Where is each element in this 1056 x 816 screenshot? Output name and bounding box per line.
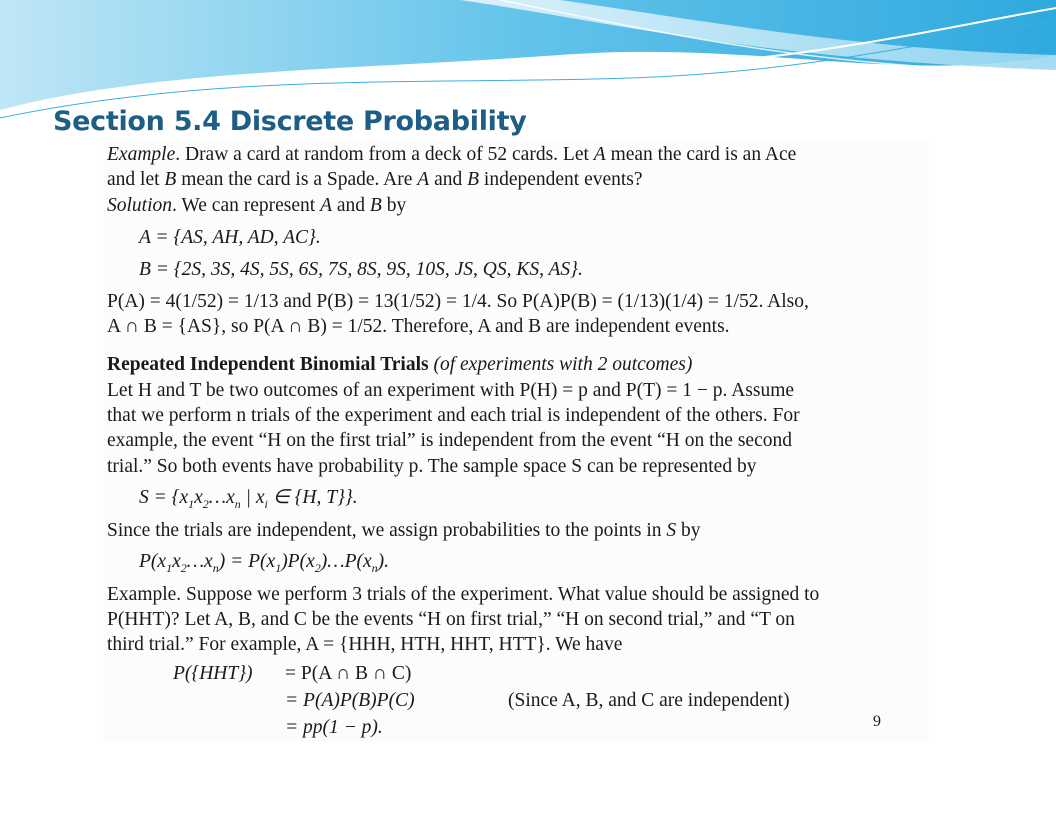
slide-title: Section 5.4 Discrete Probability [53,106,527,137]
set-b: B = {2S, 3S, 4S, 5S, 6S, 7S, 8S, 9S, 10S, JS, QS, KS, AS}. [139,259,583,280]
eq-step3: = pp(1 − p). [285,717,383,738]
probability-line2: A ∩ B = {AS}, so P(A ∩ B) = 1/52. Therefore, A and B are independent events. [107,316,730,337]
sample-space-formula: $S = \{x_1x_2\dots x_n$ | $x_i$ ∈ {H, T}}. [139,487,358,511]
example1-line2: and let B mean the card is a Spade. Are A and B independent events? [107,169,643,190]
solution-line: Solution. We can represent A and B by [107,195,407,216]
repeated-line2: that we perform n trials of the experiment and each trial is independent of the others. For [107,405,800,426]
product-formula: $P(x_1x_2\dots x_n)$ = $P(x_1)P(x_2)\dots P(x_n)$. [139,551,390,575]
example1-line1: Example. Draw a card at random from a deck of 52 cards. Let A mean the card is an Ace [107,144,797,165]
page-number: 9 [873,713,881,730]
set-a: A = {AS, AH, AD, AC}. [139,227,321,248]
example2-line3: third trial.” For example, A = {HHH, HTH, HHT, HTT}. We have [107,634,623,655]
repeated-line1: Let H and T be two outcomes of an experiment with P(H) = p and P(T) = 1 − p. Assume [107,380,795,401]
textbook-excerpt [103,140,929,742]
eq-independence-note: (Since A, B, and C are independent) [508,690,790,711]
repeated-line4: trial.” So both events have probability p. The sample space S can be represented by [107,456,757,477]
example2-line2: P(HHT)? Let A, B, and C be the events “H on first trial,” “H on second trial,” and “T on [107,609,795,630]
eq-step1: = P(A ∩ B ∩ C) [285,663,412,684]
eq-step2: = P(A)P(B)P(C) [285,690,415,711]
since-line: Since the trials are independent, we assign probabilities to the points in S by [107,520,701,541]
repeated-trials-heading: Repeated Independent Binomial Trials (of experiments with 2 outcomes) [107,354,693,375]
eq-lhs: P({HHT}) [173,663,253,684]
probability-line1: P(A) = 4(1/52) = 1/13 and P(B) = 13(1/52) = 1/4. So P(A)P(B) = (1/13)(1/4) = 1/52. Also, [107,291,809,312]
example2-line1: Example. Suppose we perform 3 trials of the experiment. What value should be assigned to [107,584,820,605]
repeated-line3: example, the event “H on the first trial” is independent from the event “H on the second [107,430,792,451]
